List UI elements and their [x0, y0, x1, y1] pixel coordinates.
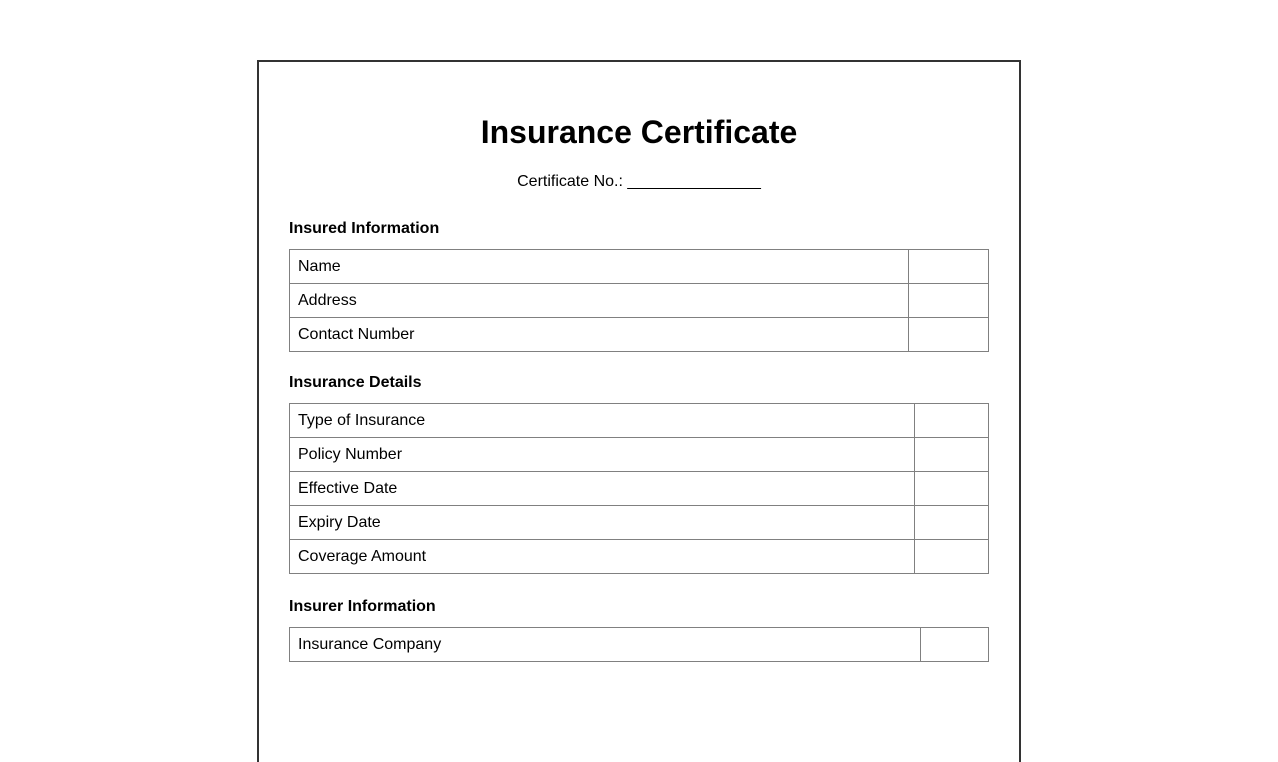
section-heading-insurance-details: Insurance Details: [289, 374, 422, 391]
table-row: [290, 438, 989, 472]
table-row: [290, 628, 989, 662]
row-label-contact-number: Contact Number: [290, 318, 909, 352]
row-label-effective-date: Effective Date: [290, 472, 915, 506]
row-value-expiry-date: [915, 506, 989, 540]
row-value-address: [909, 284, 989, 318]
row-value-insurance-company: [921, 628, 989, 662]
certificate-page: [257, 60, 1021, 762]
page-title: Insurance Certificate: [480, 114, 798, 150]
table-row: [290, 250, 989, 284]
row-label-insurance-company: Insurance Company: [290, 628, 921, 662]
row-label-policy-number: Policy Number: [290, 438, 915, 472]
certificate-number-blank: _______________: [627, 173, 761, 190]
table-row: [290, 318, 989, 352]
certificate-number-line: [259, 172, 1019, 192]
row-value-coverage-amount: [915, 540, 989, 574]
table-row: [290, 404, 989, 438]
row-value-type-of-insurance: [915, 404, 989, 438]
insured-information-table: [289, 249, 989, 352]
row-label-expiry-date: Expiry Date: [290, 506, 915, 540]
row-value-contact-number: [909, 318, 989, 352]
table-row: [290, 472, 989, 506]
row-label-coverage-amount: Coverage Amount: [290, 540, 915, 574]
row-label-name: Name: [290, 250, 909, 284]
row-label-type-of-insurance: Type of Insurance: [290, 404, 915, 438]
row-label-address: Address: [290, 284, 909, 318]
insurer-information-table: [289, 627, 989, 662]
certificate-number-label: Certificate No.:: [517, 173, 623, 190]
table-row: [290, 506, 989, 540]
table-row: [290, 284, 989, 318]
row-value-effective-date: [915, 472, 989, 506]
row-value-name: [909, 250, 989, 284]
section-heading-insurer-information: Insurer Information: [289, 598, 436, 615]
row-value-policy-number: [915, 438, 989, 472]
table-row: [290, 540, 989, 574]
section-heading-insured-information: Insured Information: [289, 220, 440, 237]
insurance-details-table: [289, 403, 989, 574]
